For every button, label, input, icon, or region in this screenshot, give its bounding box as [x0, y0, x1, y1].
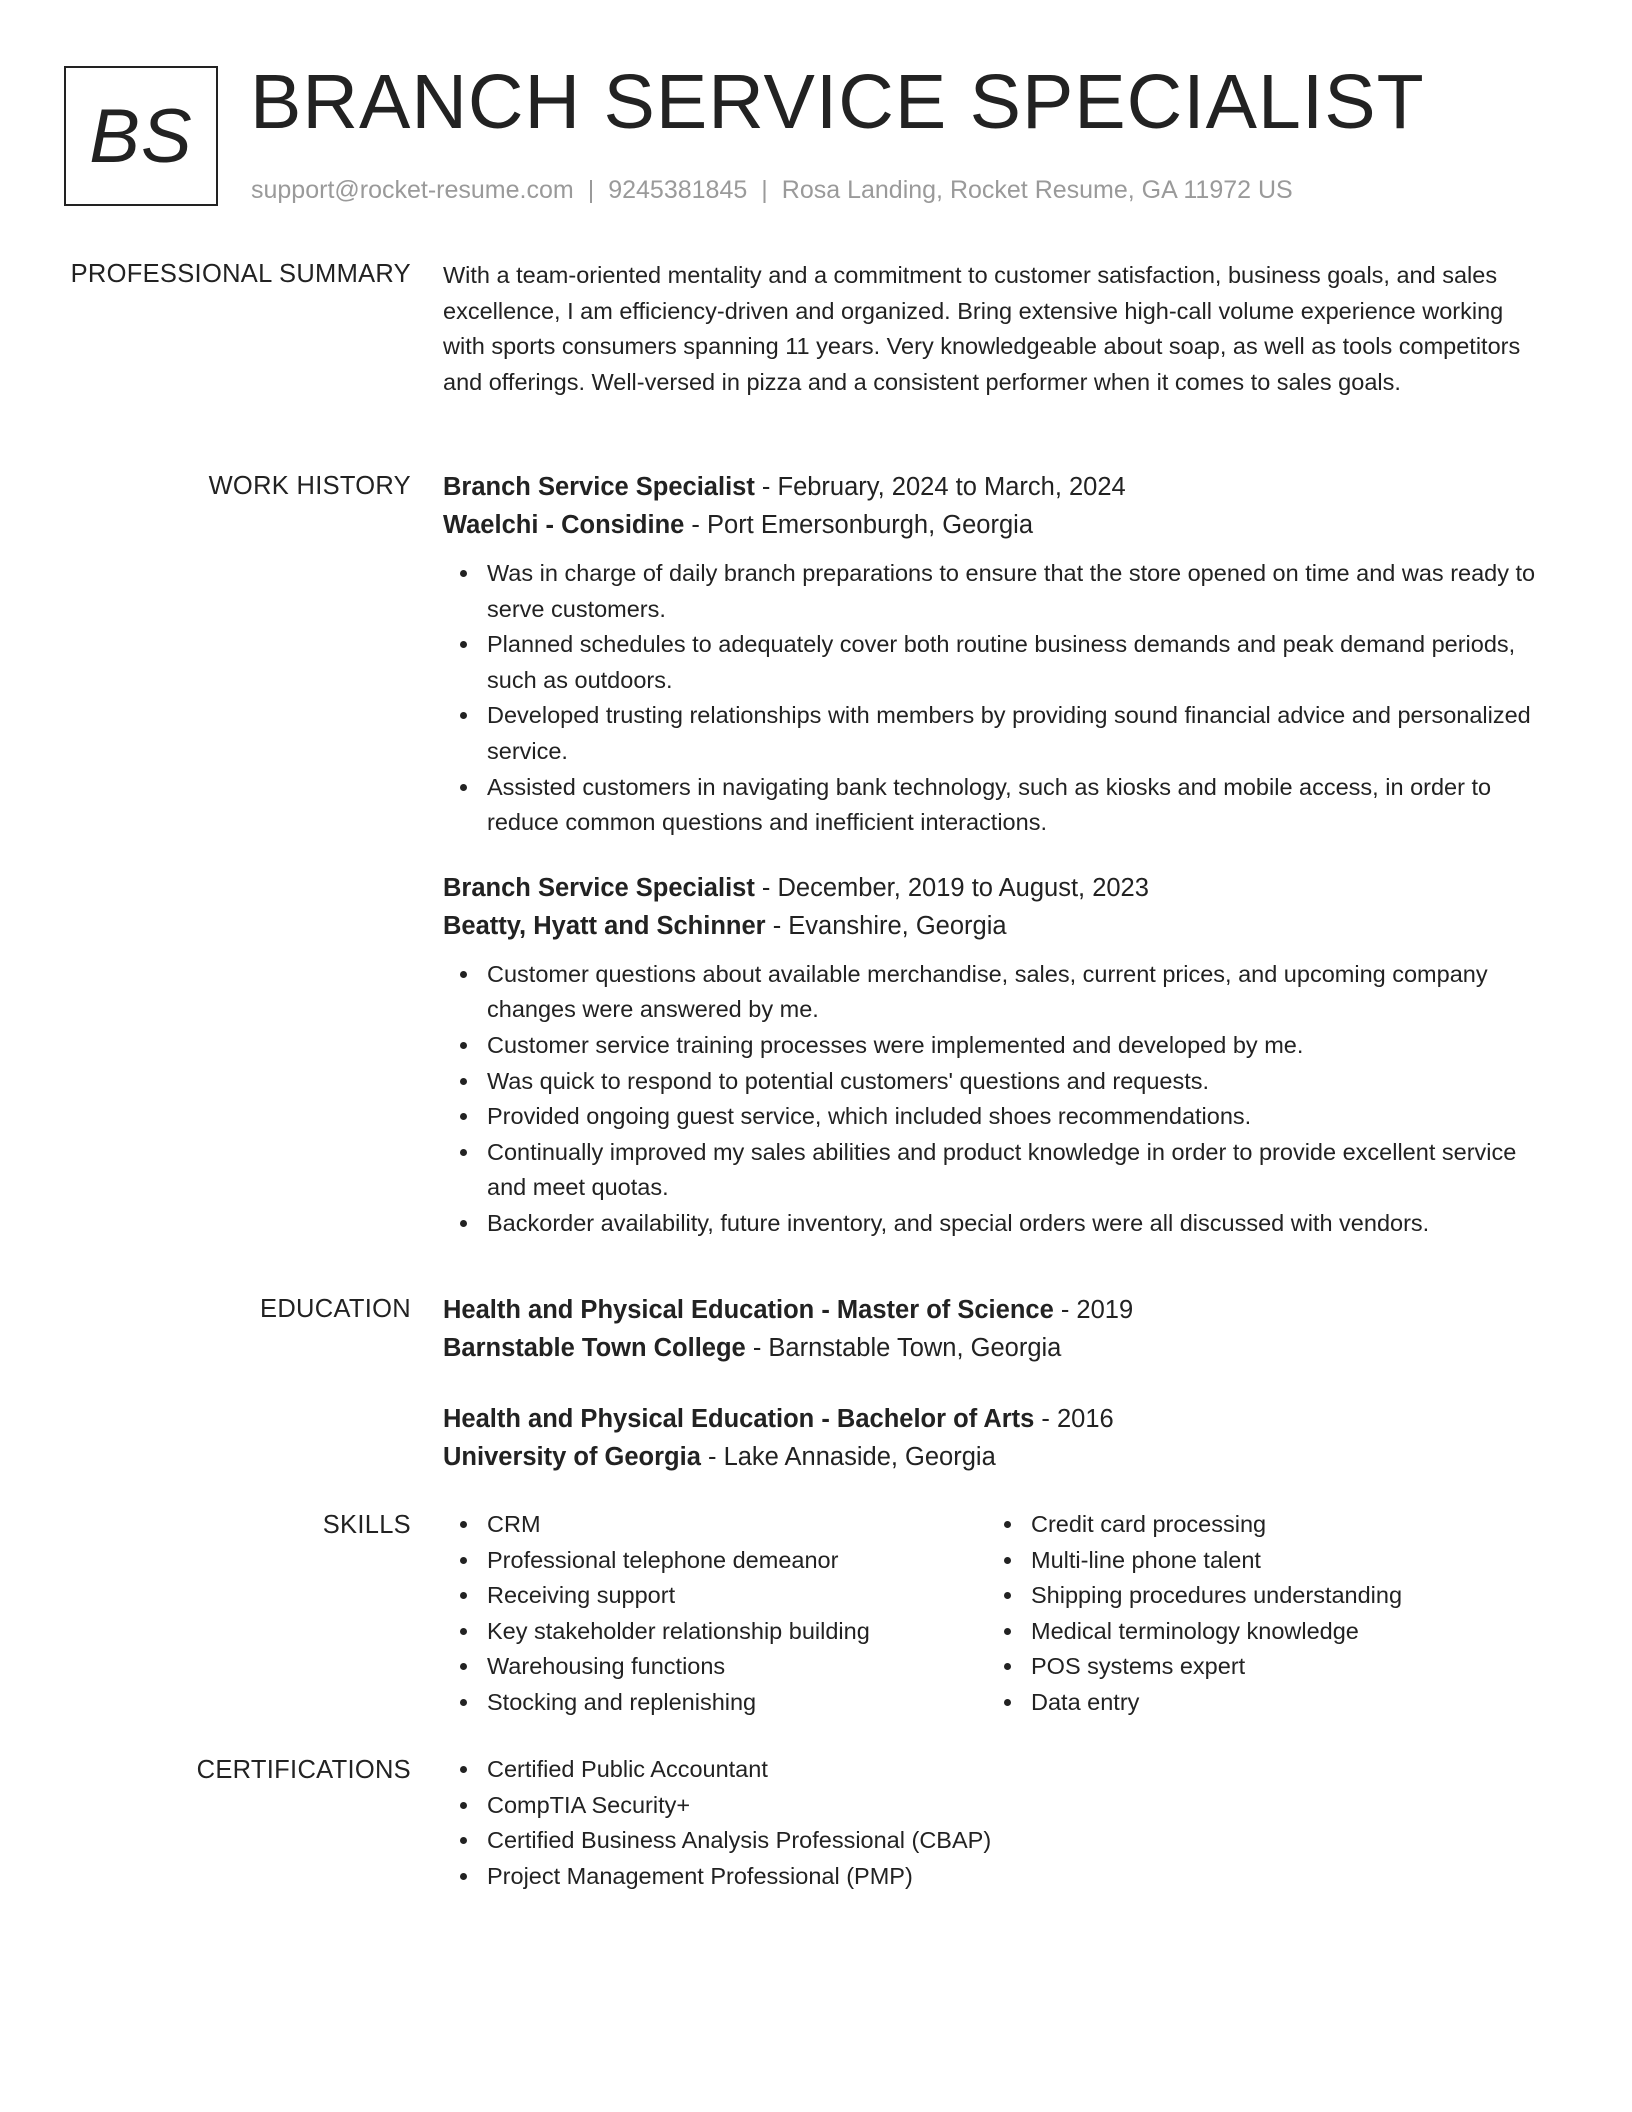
list-item: Developed trusting relationships with members by providing sound financial advice and personalized service. [487, 698, 1543, 769]
list-item: Medical terminology knowledge [1031, 1614, 1402, 1650]
list-item: CRM [487, 1507, 870, 1543]
list-item: POS systems expert [1031, 1649, 1402, 1685]
page-title: BRANCH SERVICE SPECIALIST [250, 59, 1425, 145]
list-item: Certified Business Analysis Professional (CBAP) [487, 1823, 1543, 1859]
list-item: Planned schedules to adequately cover both routine business demands and peak demand periods, such as outdoors. [487, 627, 1543, 698]
section-label-summary: PROFESSIONAL SUMMARY [70, 260, 411, 288]
work-history-body [443, 468, 1543, 1242]
list-item: Warehousing functions [487, 1649, 870, 1685]
certifications-body [443, 1752, 1543, 1894]
list-item: Provided ongoing guest service, which included shoes recommendations. [487, 1099, 1543, 1135]
section-label-work-history: WORK HISTORY [208, 472, 411, 500]
list-item: Data entry [1031, 1685, 1402, 1721]
education-year: - 2019 [1053, 1296, 1134, 1324]
job-title: Branch Service Specialist [443, 873, 755, 902]
list-item: Customer questions about available merchandise, sales, current prices, and upcoming company changes were answered by me. [487, 957, 1543, 1028]
contact-email[interactable]: support@rocket-resume.com [251, 176, 574, 204]
education-degree-line [443, 1400, 1543, 1438]
list-item: Stocking and replenishing [487, 1685, 870, 1721]
job-entry [443, 468, 1543, 841]
job-company-line [443, 506, 1543, 544]
summary-body [443, 258, 1543, 400]
job-bullets [443, 957, 1543, 1242]
job-company: Beatty, Hyatt and Schinner [443, 911, 766, 940]
job-entry [443, 869, 1543, 1242]
list-item: Assisted customers in navigating bank technology, such as kiosks and mobile access, in order to reduce common questions and inefficient interactions. [487, 770, 1543, 841]
contact-line [251, 174, 1293, 206]
skills-column-left [443, 1507, 870, 1721]
contact-address: Rosa Landing, Rocket Resume, GA 11972 US [781, 176, 1293, 204]
list-item: Project Management Professional (PMP) [487, 1859, 1543, 1895]
job-dates: - December, 2019 to August, 2023 [754, 873, 1149, 902]
education-year: - 2016 [1034, 1405, 1114, 1433]
education-location: - Lake Annaside, Georgia [700, 1443, 996, 1471]
list-item: CompTIA Security+ [487, 1788, 1543, 1824]
list-item: Was quick to respond to potential customers' questions and requests. [487, 1064, 1543, 1100]
skills-list-right [987, 1507, 1402, 1721]
education-degree: Health and Physical Education - Master of Science [443, 1296, 1054, 1324]
job-location: - Evanshire, Georgia [765, 911, 1007, 940]
list-item: Professional telephone demeanor [487, 1543, 870, 1579]
summary-text: With a team-oriented mentality and a commitment to customer satisfaction, business goals, and sales excellence, I am efficiency-driven and organized. Bring extensive high-call volume experience working with sports consumers spanning 11 years. Very knowledgeable about soap, as well as tools competitors and offerings. Well-versed in pizza and a consistent performer when it comes to sales goals. [443, 262, 1521, 395]
contact-separator: | [761, 176, 768, 204]
education-degree: Health and Physical Education - Bachelor of Arts [443, 1405, 1035, 1433]
list-item: Credit card processing [1031, 1507, 1402, 1543]
list-item: Receiving support [487, 1578, 870, 1614]
skills-column-right [987, 1507, 1402, 1721]
job-company-line [443, 907, 1543, 945]
contact-phone[interactable]: 9245381845 [608, 176, 748, 204]
job-title-line [443, 468, 1543, 506]
education-school: Barnstable Town College [443, 1334, 746, 1362]
job-title: Branch Service Specialist [443, 473, 755, 501]
education-location: - Barnstable Town, Georgia [745, 1334, 1062, 1362]
certifications-list [443, 1752, 1543, 1894]
job-title-line [443, 869, 1543, 907]
section-label-education: EDUCATION [260, 1295, 411, 1323]
list-item: Multi-line phone talent [1031, 1543, 1402, 1579]
monogram-text: BS [89, 93, 193, 179]
list-item: Shipping procedures understanding [1031, 1578, 1402, 1614]
education-body [443, 1291, 1543, 1476]
education-school-line [443, 1438, 1543, 1476]
contact-separator: | [587, 176, 595, 204]
list-item: Certified Public Accountant [487, 1752, 1543, 1788]
education-degree-line [443, 1291, 1543, 1329]
list-item: Was in charge of daily branch preparations to ensure that the store opened on time and was ready to serve customers. [487, 556, 1543, 627]
skills-list-left [443, 1507, 870, 1721]
job-dates: - February, 2024 to March, 2024 [754, 473, 1126, 501]
job-location: - Port Emersonburgh, Georgia [684, 511, 1034, 539]
list-item: Continually improved my sales abilities and product knowledge in order to provide excellent service and meet quotas. [487, 1135, 1543, 1206]
list-item: Customer service training processes were implemented and developed by me. [487, 1028, 1543, 1064]
education-school: University of Georgia [443, 1443, 701, 1471]
job-bullets [443, 556, 1543, 841]
list-item: Backorder availability, future inventory, and special orders were all discussed with vendors. [487, 1206, 1543, 1242]
job-company: Waelchi - Considine [443, 511, 685, 539]
education-school-line [443, 1329, 1543, 1367]
section-label-skills: SKILLS [322, 1511, 411, 1539]
monogram-logo [64, 66, 218, 206]
list-item: Key stakeholder relationship building [487, 1614, 870, 1650]
section-label-certifications: CERTIFICATIONS [196, 1756, 411, 1784]
